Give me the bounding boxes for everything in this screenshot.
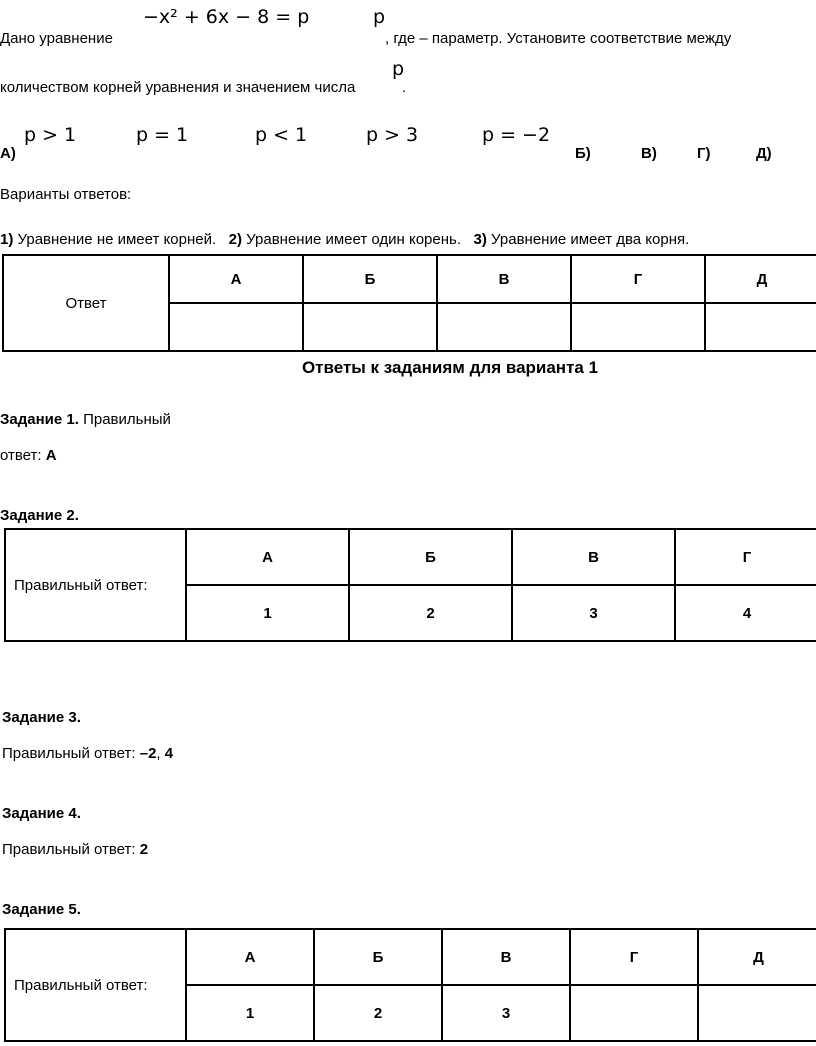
task3-title: Задание 3. [2,709,81,726]
task5-value-e [698,985,816,1041]
condition-label-a: А) [0,145,16,162]
condition-d: p > 3 [366,124,419,146]
task2-header-d: Г [675,529,816,585]
condition-label-b: Б) [575,145,591,162]
option-1-num: 1) [0,231,14,248]
condition-a: p > 1 [24,124,77,146]
task1-label: Правильный [78,411,171,428]
task1-value: А [45,447,57,464]
condition-label-d: Г) [697,145,711,162]
task5-row-label: Правильный ответ: [5,929,186,1041]
answer-header-a: А [169,255,303,303]
condition-b: p = 1 [136,124,189,146]
task5-value-b: 2 [314,985,442,1041]
task5-header-e: Д [698,929,816,985]
task4-line [2,841,148,858]
problem-intro: Дано уравнение [0,30,113,47]
option-1-text: Уравнение не имеет корней. [13,231,217,248]
task1-line1 [0,411,171,428]
task5-title: Задание 5. [2,901,81,918]
condition-label-e: Д) [756,145,772,162]
problem-line1-rest: , где – параметр. Установите соответствие между [385,30,732,47]
task4-value: 2 [139,841,149,858]
task5-header-a: А [186,929,314,985]
condition-label-c: В) [641,145,657,162]
task1-label2: ответ: [0,447,46,464]
answer-cell-d[interactable] [571,303,705,351]
task2-value-c: 3 [512,585,675,641]
task2-value-a: 1 [186,585,349,641]
equation: −x² + 6x − 8 = p [143,6,310,28]
option-3-num: 3) [473,231,487,248]
answers-title: Ответы к заданиям для варианта 1 [301,358,599,377]
answer-cell-a[interactable] [169,303,303,351]
task4-label: Правильный ответ: [2,841,140,858]
task5-table [4,928,816,1042]
task5-value-a: 1 [186,985,314,1041]
task2-header-c: В [512,529,675,585]
condition-e: p = −2 [482,124,551,146]
task2-value-d: 4 [675,585,816,641]
answer-header-b: Б [303,255,437,303]
task2-table [4,528,816,642]
answer-cell-c[interactable] [437,303,571,351]
option-2-text: Уравнение имеет один корень. [241,231,461,248]
task4-title: Задание 4. [2,805,81,822]
task5-header-b: Б [314,929,442,985]
task3-label: Правильный ответ: [2,745,140,762]
param-symbol: p [373,6,386,28]
answer-row-label: Ответ [3,255,169,351]
task2-title: Задание 2. [0,507,79,524]
task3-value2: 4 [164,745,174,762]
task2-value-b: 2 [349,585,512,641]
problem-line2-end: . [402,79,407,96]
task5-value-c: 3 [442,985,570,1041]
problem-line2: количеством корней уравнения и значением числа [0,79,356,96]
variants-heading: Варианты ответов: [0,186,132,203]
task3-line [2,745,173,762]
answer-header-c: В [437,255,571,303]
option-3-text: Уравнение имеет два корня. [486,231,690,248]
task2-header-a: А [186,529,349,585]
task1-title: Задание 1. [0,411,79,428]
answer-header-e: Д [705,255,816,303]
condition-c: p < 1 [255,124,308,146]
answer-cell-b[interactable] [303,303,437,351]
task1-line2 [0,447,57,464]
task3-value: –2 [139,745,157,762]
task5-value-d [570,985,698,1041]
task5-header-c: В [442,929,570,985]
variants-line [0,231,689,248]
task5-header-d: Г [570,929,698,985]
answer-header-d: Г [571,255,705,303]
task2-header-b: Б [349,529,512,585]
task2-row-label: Правильный ответ: [5,529,186,641]
answer-cell-e[interactable] [705,303,816,351]
task3-sep: , [156,745,165,762]
option-2-num: 2) [228,231,242,248]
param-symbol-2: p [392,58,405,80]
answer-table [2,254,816,352]
